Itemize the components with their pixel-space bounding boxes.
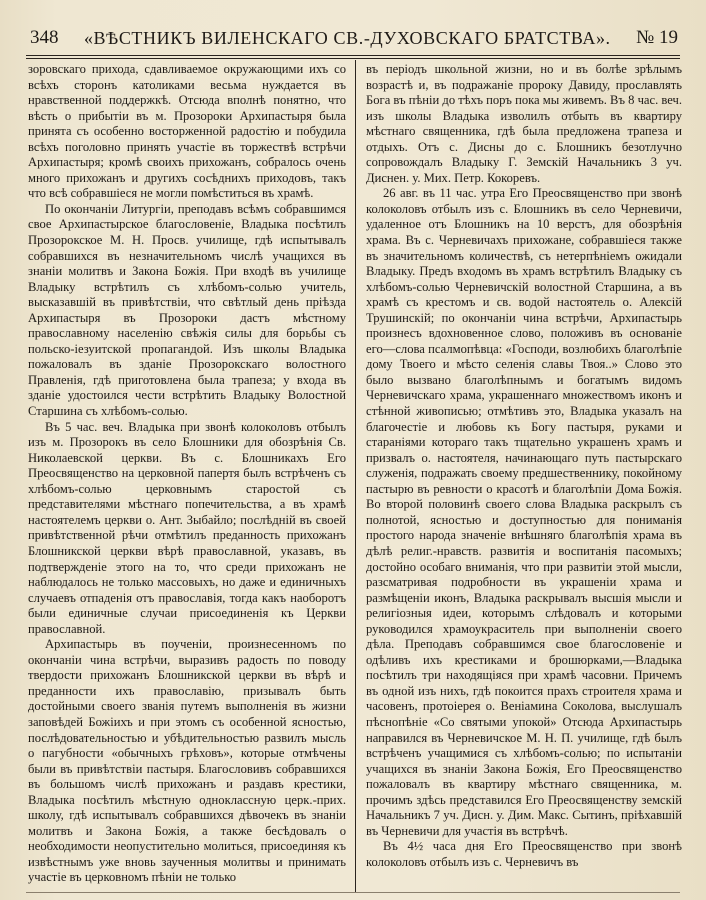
journal-title: «ВѢСТНИКЪ ВИЛЕНСКАГО СВ.-ДУХОВСКАГО БРАТСТВА». [83, 27, 611, 48]
left-column [28, 62, 346, 890]
paragraph: въ періодъ школьной жизни, но и въ болѣе зрѣлымъ возрастѣ и, въ подражаніе пророку Давиду, прославлять Бога въ пѣніи до тѣхъ поръ пока мы живемъ. Въ 8 час. веч. изъ школы Владыка изволилъ отбыть въ квартиру мѣстнаго священника, гдѣ была предложена трапеза и отдыхъ. Отъ с. Дисны до с. Блошникъ безотлучно сопровождалъ Владыку Г. Земскій Начальникъ 3 уч. Диснен. у. Мих. Петр. Кокоревъ. [366, 62, 682, 185]
paragraph: По окончаніи Литургіи, преподавъ всѣмъ собравшимся свое Архипастырское благословеніе, Владыка посѣтилъ Прозорокское М. Н. Просв. училище, гдѣ испытывалъ собравшихся въ незначительномъ числѣ учащихся въ знаніи молитвъ и Закона Божія. При входѣ въ училище Владыку встрѣтилъ съ хлѣбомъ-солью учитель, высказавшій въ привѣтствіи, что свѣтлый день пріѣзда Архипастыря въ Прозороки дастъ мѣстному православному населенію свѣжія силы для борьбы съ польско-іезуитской пропагандой. Изъ школы Владыка пожаловалъ въ зданіе Прозорокскаго волостного Правленія, гдѣ приготовлена была трапеза; у входа въ зданіе удостоился чести встрѣтить Владыку Волостной Старшина съ хлѣбомъ-солью. [28, 201, 346, 419]
paragraph: зоровскаго прихода, сдавливаемое окружающими ихъ со всѣхъ сторонъ католиками весьма нуждается въ нравственной поддержкѣ. Отсюда вполнѣ понятно, что вѣсть о прибытіи въ м. Прозороки Архипастыря была принята съ особенно восторженной радостію и побудила всѣхъ поголовно принять участіе въ торжествѣ встрѣчи Архипастыря; кромѣ своихъ прихожанъ, собралось очень много прихожанъ и другихъ сосѣднихъ приходовъ, такъ что всѣ собравшіеся не могли помѣститься въ храмѣ. [28, 62, 346, 201]
paragraph: 26 авг. въ 11 час. утра Его Преосвященство при звонѣ колоколовъ отбылъ изъ с. Блошникъ въ село Черневичи, удаленное отъ Блошникъ на 10 верстъ, для обозрѣнія храма. Въ с. Черневичахъ прихожане, собравшіеся также въ значительномъ количествѣ, съ нетерпѣніемъ ожидали Владыку. Предъ входомъ въ храмъ встрѣтилъ Владыку съ хлѣбомъ-солью Черневичскій волостной Старшина, а въ храмѣ съ крестомъ и св. водой настоятель о. Алексій Трушинскій; по окончаніи чина встрѣчи, Архипастырь произнесъ вдохновенное слово, положивъ въ основаніе его—слова псалмопѣвца: «Господи, возлюбихъ благолѣпіе дому Твоего и мѣсто селенія славы Твоя..» Слово это было вызвано благолѣпнымъ и богатымъ видомъ Черневичскаго храма, украшеннаго множествомъ иконъ и стѣнной живописью; отмѣтивъ это, Владыка указалъ на благочестіе и любовь къ Богу пастыря, руками и стараніями котораго такъ тщательно украшенъ храмъ и призвалъ о. настоятеля, начинающаго путь пастырскаго служенія, подражать своему предшественнику, покойному пастырю въ ревности о красотѣ и благолѣпіи Дома Божія. Во второй половинѣ своего слова Владыка раскрылъ съ полнотой, ясностью и доступностью для пониманія простого народа значеніе внѣшняго благолѣпія храма въ дѣлѣ религ.-нравств. развитія и воспитанія пасомыхъ; достойно особаго вниманія, что при развитіи этой мысли, разсматривая подробности въ украшеніи храма и размѣщеніи иконъ, Владыка раскрывалъ высшія мысли и религіозныя идеи, которымъ слѣдовалъ и которыми руководился храмоукраситель при выполненіи своего дѣла. Преподавъ собравшимся свое благословеніе и одѣливъ ихъ крестиками и брошюрками,—Владыка посѣтилъ три находящіяся при храмѣ часовни. Причемъ въ одной изъ нихъ, гдѣ покоится прахъ строителя храма и часовенъ, протоіерея о. Веніамина Соколова, выслушалъ пѣснопѣніе «Со святыми упокой» Отсюда Архипастырь направился въ Черневичское М. Н. П. училище, гдѣ былъ встрѣченъ учащимися съ хлѣбомъ-солью; по испытаніи учащихся въ знаніи Закона Божія, Его Преосвященство пожаловалъ въ квартиру мѣстнаго священника, м. прочимъ здѣсь представился Его Преосвященству земскій Начальникъ 7 уч. Дисн. у. Дим. Макс. Сытинъ, пріѣхавшій въ Черневичи для участія въ встрѣчѣ. [366, 186, 682, 838]
right-column [366, 62, 682, 890]
paragraph: Архипастырь въ поученіи, произнесенномъ по окончаніи чина встрѣчи, выразивъ радость по поводу твердости прихожанъ Блошникской церкви въ вѣрѣ и преданности ихъ православію, призывалъ быть достойными своего званія путемъ выполненія въ жизни заповѣдей Божіихъ и при этомъ съ особенной ясностью, послѣдовательностью и убѣдительностью развилъ мысль о пагубности «обычныхъ грѣховъ», которые отмѣчены были въ привѣтствіи пастыря. Благословивъ собравшихся въ большомъ числѣ прихожанъ и раздавъ крестики, Владыка посѣтилъ мѣстную одноклассную церк.-приx. школу, гдѣ испытывалъ собравшихся дѣвочекъ въ знаніи молитвъ и Закона Божія, а также бесѣдовалъ о необходимости неопустительно молиться, присоединяя къ извѣстнымъ уже вновь заученныя молитвы и принимать участіе въ церковномъ пѣніи не только [28, 637, 346, 885]
header-rule [26, 55, 680, 59]
paragraph: Въ 5 час. веч. Владыка при звонѣ колоколовъ отбылъ изъ м. Прозорокъ въ село Блошники для обозрѣнія Св. Николаевской церкви. Въ с. Блошникахъ Его Преосвященство на церковной папертя былъ встрѣченъ съ хлѣбомъ-солью церковнымъ старостой съ представителями мѣстнаго попечительства, а въ храмѣ настоятелемъ церкви о. Ант. Зыбайло; послѣдній въ своей привѣтственной рѣчи отмѣтилъ преданность прихожанъ Блошникской церкви вѣрѣ православной, указавъ, въ подтвержденіе этого на то, что среди прихожанъ не наблюдалось не только массовыхъ, но даже и единичныхъ случаевъ отпаденія отъ православія, тогда какъ наоборотъ были единичные случаи присоединенія къ Церкви православной. [28, 419, 346, 636]
bottom-edge [26, 892, 680, 893]
column-divider [355, 60, 356, 892]
issue-number: № 19 [636, 27, 678, 48]
paragraph: Въ 4½ часа дня Его Преосвященство при звонѣ колоколовъ отбылъ изъ с. Черневичъ въ [366, 839, 682, 869]
page-number: 348 [30, 27, 59, 48]
page-header [30, 22, 678, 54]
